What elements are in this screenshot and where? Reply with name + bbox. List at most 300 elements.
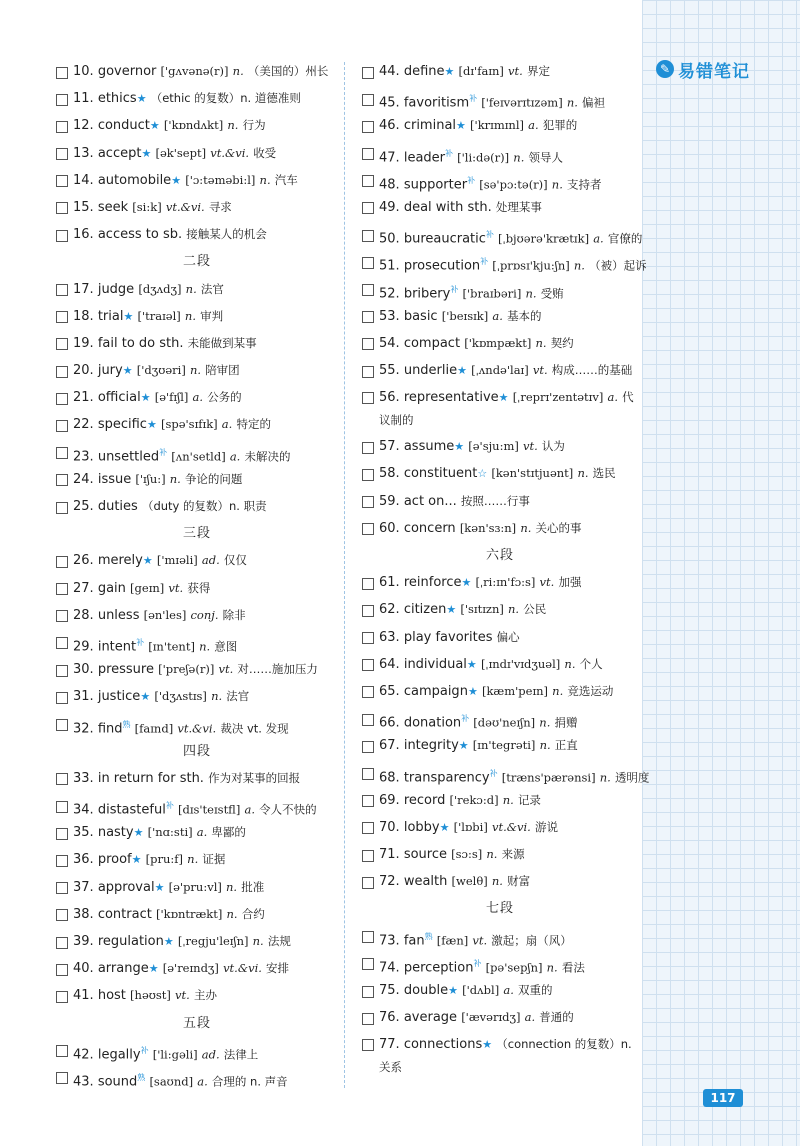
entry-number: 21. — [73, 390, 94, 406]
entry-phonetic: [fæn] — [436, 932, 469, 947]
checkbox-icon[interactable] — [56, 447, 68, 459]
vocab-entry-text — [73, 357, 338, 384]
vocab-entry — [56, 629, 338, 656]
entry-number: 48. — [379, 177, 400, 193]
vocab-entry-text — [73, 928, 338, 955]
entry-part-of-speech: n. — [573, 258, 585, 273]
entry-number: 11. — [73, 91, 94, 107]
vocab-entry — [56, 901, 338, 928]
checkbox-icon[interactable] — [56, 882, 68, 894]
entry-number: 26. — [73, 553, 94, 569]
entry-number: 64. — [379, 656, 400, 672]
checkbox-icon[interactable] — [56, 474, 68, 486]
checkbox-icon[interactable] — [56, 94, 68, 106]
vocab-entry — [362, 732, 638, 759]
entry-word: fan — [403, 932, 425, 948]
entry-part-of-speech: n. — [486, 847, 498, 862]
entry-number: 52. — [379, 285, 400, 301]
entry-number: 72. — [379, 874, 400, 890]
entry-number: 25. — [73, 499, 94, 514]
entry-number: 44. — [379, 64, 400, 79]
entry-word: host — [97, 988, 126, 1004]
entry-phonetic: [ək'sept] — [155, 145, 207, 160]
entry-part-of-speech: n. — [252, 934, 264, 948]
entry-phonetic: ['braɪbəri] — [462, 285, 522, 300]
checkbox-icon[interactable] — [362, 442, 374, 454]
entry-number: 47. — [379, 149, 400, 165]
entry-word: connections — [403, 1037, 483, 1053]
entry-part-of-speech: a. — [503, 983, 514, 997]
checkbox-icon[interactable] — [56, 855, 68, 867]
entry-number: 32. — [73, 720, 94, 736]
checkbox-icon[interactable] — [362, 523, 374, 535]
entry-phonetic: ['rekɔ:d] — [449, 792, 499, 807]
checkbox-icon[interactable] — [362, 175, 374, 187]
vocab-entry-text — [73, 819, 338, 846]
entry-part-of-speech: n. — [187, 852, 199, 867]
vocab-entry — [362, 705, 638, 732]
vocab-entry — [362, 569, 638, 596]
entry-word: contract — [97, 906, 152, 922]
vocab-entry — [362, 868, 638, 895]
checkbox-icon[interactable] — [362, 986, 374, 998]
vocab-entry-text — [379, 841, 638, 868]
checkbox-icon[interactable] — [362, 632, 374, 644]
entry-part-of-speech: vt. — [532, 363, 548, 378]
entry-word: play favorites — [403, 629, 493, 645]
checkbox-icon[interactable] — [362, 768, 374, 780]
entry-number: 38. — [73, 906, 94, 922]
vocab-entry — [56, 602, 338, 629]
entry-part-of-speech: vt. — [472, 932, 488, 947]
entry-part-of-speech: vt. — [218, 662, 234, 677]
mark-badge: 补 — [485, 230, 494, 240]
vocab-entry — [56, 112, 338, 139]
checkbox-icon[interactable] — [56, 556, 68, 568]
vocab-entry — [56, 1037, 338, 1064]
vocab-entry — [56, 955, 338, 982]
entry-phonetic: ['li:də(r)] — [457, 149, 510, 164]
vocab-entry — [362, 488, 638, 515]
checkbox-icon[interactable] — [56, 610, 68, 622]
vocab-entry-text — [73, 85, 338, 112]
entry-phonetic: [kən'sɜ:n] — [459, 520, 517, 535]
checkbox-icon[interactable] — [362, 230, 374, 242]
entry-number: 35. — [73, 825, 94, 841]
entry-definition: 激起；扇（风） — [491, 932, 572, 947]
checkbox-icon[interactable] — [56, 964, 68, 976]
checkbox-icon[interactable] — [362, 850, 374, 862]
entry-word: constituent — [403, 466, 478, 482]
vocab-entry — [362, 167, 638, 194]
entry-part-of-speech: n. — [502, 792, 514, 807]
vocab-entry-text — [73, 221, 338, 248]
entry-word: justice — [97, 689, 141, 705]
vocab-entry-text — [379, 460, 638, 487]
checkbox-icon[interactable] — [362, 958, 374, 970]
checkbox-icon[interactable] — [56, 828, 68, 840]
entry-part-of-speech: n. — [189, 363, 202, 378]
checkbox-icon[interactable] — [56, 366, 68, 378]
entry-word: reinforce — [403, 575, 462, 591]
entry-number: 40. — [73, 961, 94, 977]
entry-number: 59. — [379, 493, 400, 509]
checkbox-icon[interactable] — [56, 937, 68, 949]
entry-number: 55. — [379, 363, 400, 379]
entry-word: source — [403, 847, 447, 863]
checkbox-icon[interactable] — [362, 877, 374, 889]
checkbox-icon[interactable] — [56, 692, 68, 704]
mark-badge: 补 — [473, 958, 482, 968]
entry-definition: 关心的事 — [535, 520, 582, 535]
entry-definition: 安排 — [266, 961, 290, 976]
checkbox-icon[interactable] — [56, 583, 68, 595]
checkbox-icon[interactable] — [362, 366, 374, 378]
entry-phonetic: ['mɪəli] — [156, 553, 198, 568]
entry-part-of-speech: a. — [244, 802, 255, 817]
vocab-entry-text — [379, 194, 638, 221]
vocab-entry — [362, 950, 638, 977]
entry-definition: 收受 — [253, 145, 277, 160]
entry-phonetic: [ˌri:ɪn'fɔ:s] — [475, 575, 536, 590]
section-heading: 七段 — [485, 901, 514, 917]
entry-part-of-speech: n. — [259, 172, 271, 187]
entry-part-of-speech: ad. — [201, 553, 220, 568]
entry-phonetic: [faɪnd] — [134, 720, 174, 735]
checkbox-icon[interactable] — [362, 578, 374, 590]
entry-phonetic: ['krɪmɪnl] — [470, 118, 524, 133]
entry-number: 27. — [73, 580, 94, 596]
vocab-entry — [56, 140, 338, 167]
entry-phonetic: [dɪ'faɪn] — [458, 64, 504, 78]
checkbox-icon[interactable] — [362, 714, 374, 726]
checkbox-icon[interactable] — [362, 741, 374, 753]
entry-part-of-speech: n. — [577, 466, 589, 481]
star-icon: ★ — [466, 657, 477, 671]
entry-part-of-speech: n. — [199, 639, 211, 654]
vocab-entry — [56, 439, 338, 466]
entry-part-of-speech: a. — [229, 448, 241, 463]
entry-number: 24. — [73, 471, 94, 487]
entry-number: 58. — [379, 466, 400, 482]
vocab-entry — [362, 433, 638, 460]
entry-definition: 透明度 — [614, 769, 650, 784]
entry-part-of-speech: vt.&vi. — [491, 819, 531, 834]
entry-word: approval — [97, 879, 155, 895]
entry-definition: 偏心 — [496, 629, 520, 644]
entry-definition: 受贿 — [540, 285, 564, 300]
checkbox-icon[interactable] — [362, 311, 374, 323]
checkbox-icon[interactable] — [362, 338, 374, 350]
vocab-entry — [56, 656, 338, 683]
entry-phonetic: ['kɒmpækt] — [464, 335, 532, 350]
entry-number: 43. — [73, 1074, 94, 1090]
mark-badge: ☆ — [477, 467, 488, 481]
entry-phonetic: ['dʌbl] — [462, 983, 500, 997]
checkbox-icon[interactable] — [56, 338, 68, 350]
vocab-entry — [56, 276, 338, 303]
entry-phonetic: [træns'pærənsi] — [501, 769, 596, 784]
vocab-entry-text — [379, 112, 638, 139]
entry-phonetic: [ɪn'tent] — [148, 639, 195, 654]
entry-part-of-speech: vt. — [508, 64, 523, 78]
vocab-entry — [362, 330, 638, 357]
checkbox-icon[interactable] — [362, 148, 374, 160]
checkbox-icon[interactable] — [56, 773, 68, 785]
entry-definition: 犯罪的 — [542, 118, 578, 133]
entry-word: donation — [403, 715, 462, 731]
entry-phonetic: [si:k] — [132, 199, 162, 214]
entry-word: define — [403, 64, 445, 79]
entry-part-of-speech: n. — [226, 879, 238, 894]
checkbox-icon[interactable] — [362, 121, 374, 133]
entry-number: 22. — [73, 417, 94, 433]
vocab-entry — [362, 221, 643, 248]
entry-word: specific — [97, 417, 147, 433]
entry-part-of-speech: a. — [524, 1010, 536, 1025]
checkbox-icon[interactable] — [362, 392, 374, 404]
entry-definition: 接触某人的机会 — [186, 227, 267, 242]
entry-word: arrange — [97, 961, 149, 977]
entry-phonetic: [ˌprɒsɪ'kju:ʃn] — [492, 258, 570, 273]
entry-phonetic: ['ɔ:təməbi:l] — [185, 172, 256, 187]
checkbox-icon[interactable] — [362, 795, 374, 807]
vocab-entry — [362, 923, 638, 950]
vocab-entry — [56, 85, 338, 112]
checkbox-icon[interactable] — [362, 257, 374, 269]
vocab-entry — [56, 575, 338, 602]
entry-word: proof — [97, 852, 132, 868]
checkbox-icon[interactable] — [362, 931, 374, 943]
entry-definition: 证据 — [202, 852, 226, 867]
mark-badge: 补 — [159, 447, 168, 457]
entry-definition: 认为 — [541, 439, 565, 454]
vocab-entry-text — [73, 575, 338, 602]
checkbox-icon[interactable] — [56, 175, 68, 187]
page-number: 117 — [703, 1089, 743, 1107]
entry-word: bureaucratic — [403, 231, 486, 247]
checkbox-icon[interactable] — [362, 67, 374, 79]
entry-phonetic: [ə'fɪʃl] — [154, 390, 189, 405]
entry-number: 75. — [379, 983, 400, 998]
mark-badge: 补 — [489, 768, 498, 778]
checkbox-icon[interactable] — [56, 909, 68, 921]
entry-part-of-speech: n. — [599, 769, 611, 784]
vocab-entry-text — [73, 58, 338, 85]
vocab-entry — [56, 411, 338, 438]
entry-phonetic: [dʒʌdʒ] — [138, 281, 182, 296]
vocab-entry — [362, 85, 638, 112]
star-icon: ★ — [148, 962, 159, 976]
entry-part-of-speech: vt. — [539, 575, 555, 590]
entry-word: judge — [97, 281, 135, 297]
entry-part-of-speech: vt.&vi. — [177, 720, 217, 735]
section-heading: 三段 — [182, 526, 211, 542]
checkbox-icon[interactable] — [56, 121, 68, 133]
checkbox-icon[interactable] — [362, 284, 374, 296]
checkbox-icon[interactable] — [362, 202, 374, 214]
checkbox-icon[interactable] — [362, 94, 374, 106]
checkbox-icon[interactable] — [362, 686, 374, 698]
vocab-entry-text — [73, 901, 338, 928]
entry-word: average — [403, 1010, 458, 1026]
entry-definition: 选民 — [592, 466, 616, 481]
entry-word: official — [97, 390, 141, 406]
vocab-entry — [362, 248, 647, 275]
vocab-entry-text — [379, 569, 638, 596]
entry-number: 69. — [379, 792, 400, 808]
checkbox-icon[interactable] — [362, 1039, 374, 1051]
entry-number: 41. — [73, 988, 94, 1004]
mark-badge: 补 — [445, 148, 453, 158]
entry-word: unless — [97, 607, 140, 623]
section-heading: 六段 — [485, 548, 514, 563]
entry-definition: 仅仅 — [223, 553, 247, 568]
entry-part-of-speech: n. — [520, 520, 532, 535]
entry-phonetic: [pru:f] — [145, 852, 184, 867]
checkbox-icon[interactable] — [56, 1045, 68, 1057]
vocab-entry-text — [73, 683, 338, 710]
entry-phonetic: [spə'sɪfɪk] — [160, 417, 218, 432]
checkbox-icon[interactable] — [362, 605, 374, 617]
vocab-entry — [362, 384, 638, 433]
star-icon: ★ — [140, 391, 151, 405]
entry-word: supporter — [403, 177, 468, 193]
checkbox-icon[interactable] — [56, 719, 68, 731]
entry-number: 36. — [73, 852, 94, 868]
entry-word: prosecution — [403, 258, 481, 274]
entry-part-of-speech: vt.&vi. — [165, 199, 205, 214]
entry-part-of-speech: n. — [546, 960, 558, 975]
section-heading: 五段 — [182, 1015, 211, 1031]
checkbox-icon[interactable] — [362, 496, 374, 508]
entry-part-of-speech: a. — [528, 118, 539, 133]
vocab-entry — [362, 460, 638, 487]
grid-margin-strip — [642, 0, 800, 1146]
entry-phonetic: [welθ] — [451, 874, 488, 889]
vocab-entry — [56, 874, 338, 901]
entry-definition: 行为 — [242, 118, 266, 133]
entry-word: nasty — [97, 825, 134, 841]
entry-definition: 法规 — [267, 934, 291, 948]
entry-definition: 处理某事 — [495, 199, 542, 214]
entry-part-of-speech: ad. — [201, 1047, 220, 1062]
star-icon: ★ — [142, 554, 153, 568]
checkbox-icon[interactable] — [362, 469, 374, 481]
checkbox-icon[interactable] — [56, 801, 68, 813]
entry-number: 34. — [73, 802, 94, 818]
vocab-entry — [56, 466, 338, 493]
checkbox-icon[interactable] — [56, 502, 68, 514]
entry-definition: 官僚的 — [607, 231, 643, 246]
star-icon: ★ — [146, 418, 157, 432]
entry-word: compact — [403, 335, 461, 351]
entry-definition: 个人 — [579, 656, 603, 671]
vocab-entry — [56, 765, 338, 792]
mark-badge: 补 — [469, 94, 478, 104]
entry-number: 14. — [73, 172, 94, 188]
checkbox-icon[interactable] — [56, 67, 68, 79]
entry-number: 50. — [379, 231, 400, 247]
entry-phonetic: ['kɒntrækt] — [155, 906, 223, 921]
entry-definition: 卑鄙的 — [211, 825, 246, 840]
star-icon: ★ — [482, 1038, 493, 1052]
entry-number: 33. — [73, 770, 94, 786]
entry-number: 60. — [379, 520, 400, 536]
vocab-entry-text — [73, 1064, 338, 1095]
entry-number: 49. — [379, 199, 400, 215]
vocab-entry — [362, 760, 650, 787]
entry-phonetic: [ˌʌndə'laɪ] — [471, 363, 529, 378]
entry-word: conduct — [97, 118, 150, 134]
checkbox-icon[interactable] — [56, 311, 68, 323]
entry-number: 45. — [379, 95, 400, 111]
entry-phonetic: ['beɪsɪk] — [441, 308, 489, 323]
vocab-entry — [362, 58, 638, 85]
entry-part-of-speech: a. — [196, 825, 208, 840]
vocab-entry-text — [379, 488, 638, 515]
entry-word: favoritism — [403, 95, 470, 111]
entry-definition: 批准 — [241, 879, 265, 894]
entry-definition: 裁决 vt. 发现 — [220, 720, 289, 735]
checkbox-icon[interactable] — [56, 991, 68, 1003]
vocab-entry — [56, 357, 338, 384]
checkbox-icon[interactable] — [56, 202, 68, 214]
entry-phonetic: [saʊnd] — [149, 1074, 194, 1089]
checkbox-icon[interactable] — [56, 665, 68, 677]
checkbox-icon[interactable] — [56, 230, 68, 242]
vocab-entry-text — [73, 846, 338, 873]
entry-phonetic: ['nɑ:sti] — [147, 825, 193, 840]
star-icon: ★ — [141, 146, 152, 160]
entry-part-of-speech: n. — [551, 177, 563, 192]
checkbox-icon[interactable] — [56, 420, 68, 432]
entry-phonetic: ['dʒʌstɪs] — [154, 689, 207, 704]
star-icon: ★ — [171, 173, 182, 187]
entry-phonetic: ['ɪʃu:] — [135, 471, 166, 486]
entry-number: 57. — [379, 439, 400, 455]
vocab-entry — [56, 194, 338, 221]
entry-number: 28. — [73, 607, 94, 623]
star-icon: ★ — [149, 119, 160, 133]
entry-part-of-speech: vt. — [175, 988, 190, 1003]
star-icon: ★ — [498, 391, 509, 405]
entry-definition: 支持者 — [567, 177, 602, 192]
entry-phonetic: [sɔ:s] — [451, 847, 483, 862]
checkbox-icon[interactable] — [56, 637, 68, 649]
entry-number: 61. — [379, 575, 400, 591]
entry-word: jury — [97, 363, 123, 379]
entry-word: lobby — [403, 819, 440, 835]
entry-definition: 偏袒 — [582, 95, 606, 110]
checkbox-icon[interactable] — [56, 148, 68, 160]
entry-definition: 令人不快的 — [259, 802, 317, 817]
entry-definition: 除非 — [222, 607, 246, 622]
entry-number: 63. — [379, 629, 400, 645]
checkbox-icon[interactable] — [362, 822, 374, 834]
checkbox-icon[interactable] — [56, 393, 68, 405]
entry-definition: 捐赠 — [554, 715, 578, 730]
vocab-entry-text — [73, 547, 338, 574]
checkbox-icon[interactable] — [362, 1013, 374, 1025]
vocab-entry-text — [379, 596, 638, 623]
vocab-entry-text — [73, 982, 338, 1009]
checkbox-icon[interactable] — [56, 1072, 68, 1084]
entry-definition: 基本的 — [507, 308, 542, 323]
entry-number: 67. — [379, 738, 400, 754]
checkbox-icon[interactable] — [362, 659, 374, 671]
checkbox-icon[interactable] — [56, 284, 68, 296]
